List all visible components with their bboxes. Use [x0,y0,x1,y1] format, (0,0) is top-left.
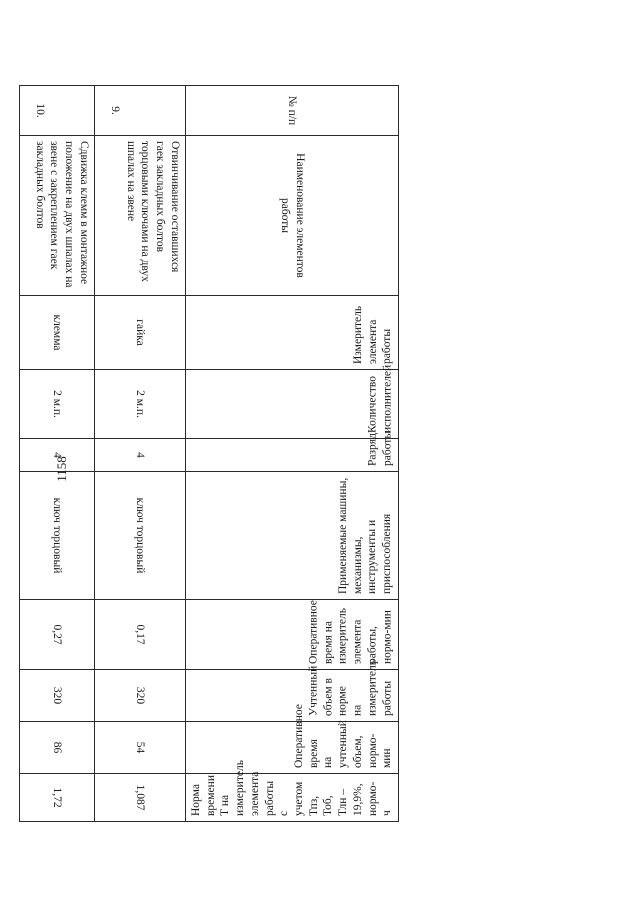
header-volume [185,660,398,722]
cell-num: 10. [19,86,94,136]
header-num [185,86,398,136]
header-meter-text: Измеритель элемента работы [351,305,394,364]
cell-num: 9. [94,86,185,136]
cell-grade: 4 [94,439,185,472]
cell-volume: 320 [94,670,185,722]
cell-op-total: 54 [94,722,185,774]
cell-performers: 2 м.п. [19,370,94,439]
header-op-time-text: Оперативное время на измеритель элемента работы, нормо-мин [307,600,394,664]
header-volume-text: Учтенный объем в норме на измеритель работы [307,660,394,716]
header-meter [185,296,398,370]
header-grade [185,430,398,472]
header-name [185,136,398,296]
table-row [19,86,94,822]
table-row [94,86,185,822]
cell-meter: клемма [19,296,94,370]
cell-op-total: 86 [19,722,94,774]
cell-volume: 320 [19,670,94,722]
cell-tools: ключ торцовый [94,472,185,600]
header-norm [185,760,398,822]
cell-op-time: 0,17 [94,600,185,670]
header-op-total [185,704,398,774]
header-op-time [185,600,398,670]
header-name-text: Наименование элементов работы [278,153,306,278]
header-op-total-text: Оперативное время на учтенный объем, нормо-мин [292,704,394,768]
cell-norm: 1,087 [94,774,185,822]
cell-norm: 1,72 [19,774,94,822]
header-performers [185,364,398,439]
header-norm-text: Норма времени Т на измеритель элемента работы с учетом Тпз, Тоб, Тлн – 19,9%, нормо-ч [189,760,394,816]
cell-meter: гайка [94,296,185,370]
cell-performers: 2 м.п. [94,370,185,439]
cell-op-time: 0,27 [19,600,94,670]
cell-name: Отвинчивание оставшихся гаек закладных болтов торцовыми ключами на двух шпалах на звене [94,136,185,296]
cell-tools: ключ торцовый [19,472,94,600]
header-tools-text: Применяемые машины, механизмы, инструменты и приспособления [337,477,394,594]
header-num-text: № п/п [286,95,299,126]
header-tools [185,472,398,600]
page-number: 1158 [54,456,69,482]
cell-name: Сдвижка клемм в монтажное положение на двух шпалах на звене с закреплением гаек закладных болтов [19,136,94,296]
header-grade-text: Разряд работы [366,430,394,466]
cell-grade: 4 [19,439,94,472]
header-performers-text: Количество исполнителей [366,364,394,433]
time-norms-table [19,85,399,822]
table-header-row [185,86,398,822]
